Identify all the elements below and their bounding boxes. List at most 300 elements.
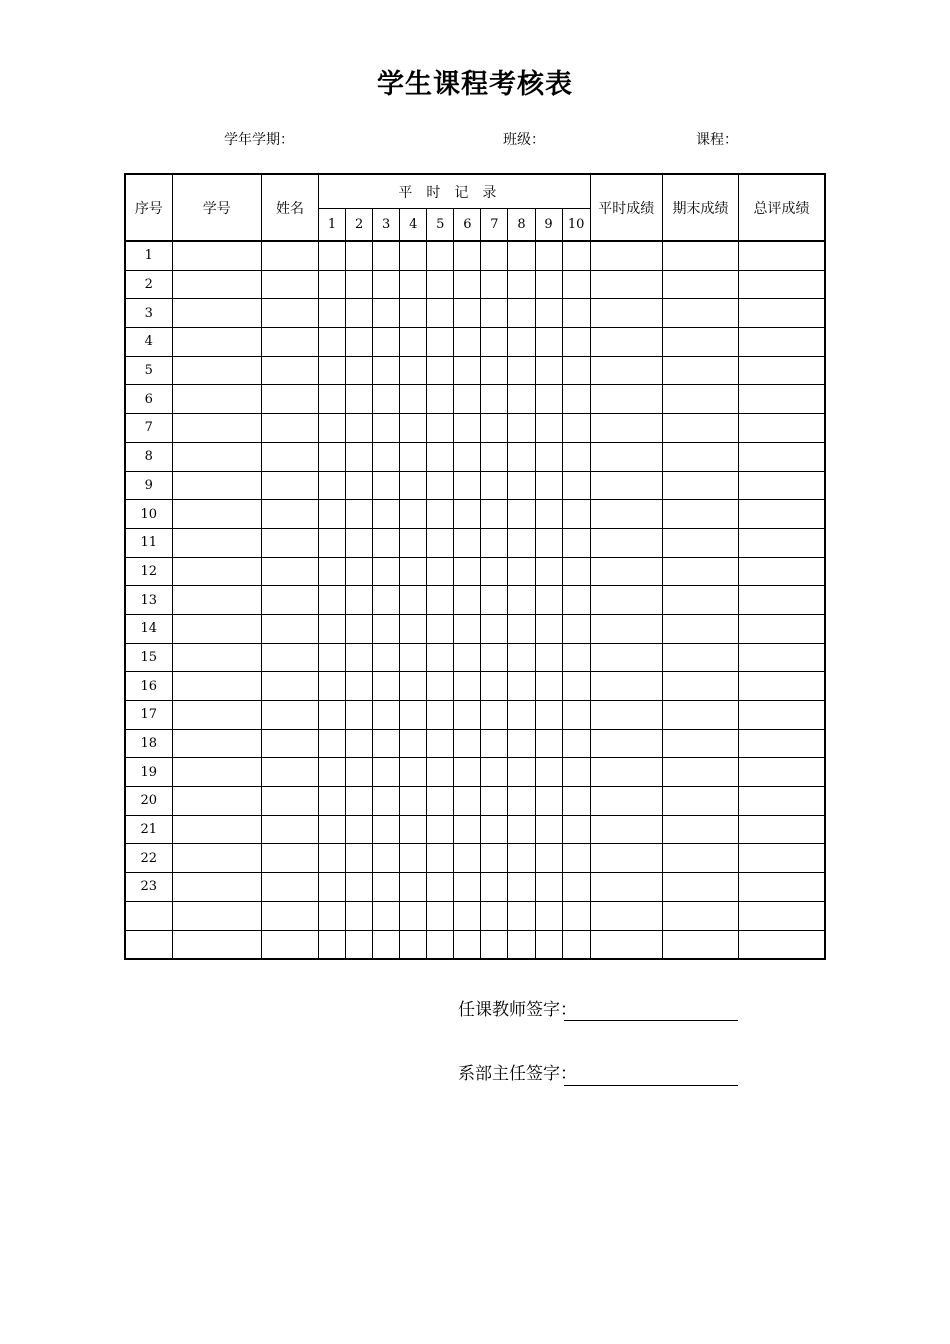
table-cell[interactable]: [662, 385, 738, 414]
table-cell[interactable]: [261, 643, 318, 672]
table-cell[interactable]: [261, 701, 318, 730]
table-cell[interactable]: [172, 787, 261, 816]
table-cell[interactable]: [508, 528, 535, 557]
table-cell[interactable]: [662, 500, 738, 529]
table-cell[interactable]: [662, 471, 738, 500]
table-cell[interactable]: [319, 270, 346, 299]
table-cell[interactable]: [481, 586, 508, 615]
table-cell[interactable]: [172, 873, 261, 902]
table-cell[interactable]: [662, 414, 738, 443]
table-cell[interactable]: [454, 270, 481, 299]
table-cell[interactable]: [590, 557, 662, 586]
table-cell[interactable]: [590, 901, 662, 930]
teacher-signature-field[interactable]: [564, 1020, 738, 1021]
table-cell[interactable]: [590, 729, 662, 758]
table-cell[interactable]: [481, 414, 508, 443]
table-cell[interactable]: [662, 701, 738, 730]
table-cell[interactable]: [261, 500, 318, 529]
table-cell[interactable]: [400, 844, 427, 873]
table-cell[interactable]: [662, 614, 738, 643]
table-cell[interactable]: [508, 586, 535, 615]
table-cell[interactable]: [319, 672, 346, 701]
table-cell[interactable]: [535, 557, 562, 586]
table-cell[interactable]: [427, 385, 454, 414]
table-cell[interactable]: [346, 729, 373, 758]
table-cell[interactable]: [739, 643, 825, 672]
table-cell[interactable]: [346, 873, 373, 902]
table-cell[interactable]: [172, 758, 261, 787]
table-cell[interactable]: [662, 844, 738, 873]
table-cell[interactable]: [454, 299, 481, 328]
table-cell[interactable]: [373, 385, 400, 414]
table-cell[interactable]: [562, 672, 590, 701]
table-cell[interactable]: [427, 672, 454, 701]
table-cell[interactable]: [590, 385, 662, 414]
table-cell[interactable]: [562, 930, 590, 959]
table-cell[interactable]: [535, 471, 562, 500]
table-cell[interactable]: [373, 930, 400, 959]
table-cell[interactable]: [373, 586, 400, 615]
table-cell[interactable]: [373, 528, 400, 557]
table-cell[interactable]: [535, 701, 562, 730]
table-cell[interactable]: [373, 328, 400, 357]
table-cell[interactable]: [319, 873, 346, 902]
table-cell[interactable]: [172, 471, 261, 500]
table-cell[interactable]: [373, 356, 400, 385]
table-cell[interactable]: [400, 873, 427, 902]
table-cell[interactable]: [590, 758, 662, 787]
table-cell[interactable]: [319, 901, 346, 930]
table-cell[interactable]: [481, 614, 508, 643]
table-cell[interactable]: [562, 643, 590, 672]
table-cell[interactable]: [346, 328, 373, 357]
table-cell[interactable]: [172, 270, 261, 299]
table-cell[interactable]: [739, 299, 825, 328]
table-cell[interactable]: [508, 557, 535, 586]
table-cell[interactable]: [373, 672, 400, 701]
table-cell[interactable]: [373, 241, 400, 270]
table-cell[interactable]: [739, 614, 825, 643]
dept-head-signature-field[interactable]: [564, 1085, 738, 1086]
table-cell[interactable]: [319, 844, 346, 873]
table-cell[interactable]: [535, 442, 562, 471]
table-cell[interactable]: [590, 614, 662, 643]
table-cell[interactable]: [346, 442, 373, 471]
table-cell[interactable]: [590, 356, 662, 385]
table-cell[interactable]: [562, 500, 590, 529]
table-cell[interactable]: [739, 328, 825, 357]
table-cell[interactable]: [590, 442, 662, 471]
table-cell[interactable]: [400, 328, 427, 357]
table-cell[interactable]: [346, 586, 373, 615]
table-cell[interactable]: [562, 528, 590, 557]
table-cell[interactable]: [427, 701, 454, 730]
table-cell[interactable]: [400, 385, 427, 414]
table-cell[interactable]: [739, 557, 825, 586]
table-cell[interactable]: [590, 528, 662, 557]
table-cell[interactable]: [172, 299, 261, 328]
table-cell[interactable]: [454, 930, 481, 959]
table-cell[interactable]: [427, 471, 454, 500]
table-cell[interactable]: [590, 815, 662, 844]
table-cell[interactable]: [481, 385, 508, 414]
table-cell[interactable]: [346, 528, 373, 557]
table-cell[interactable]: [662, 930, 738, 959]
table-cell[interactable]: [739, 385, 825, 414]
table-cell[interactable]: [739, 844, 825, 873]
table-cell[interactable]: [319, 614, 346, 643]
table-cell[interactable]: [346, 930, 373, 959]
table-cell[interactable]: [535, 270, 562, 299]
table-cell[interactable]: [481, 442, 508, 471]
table-cell[interactable]: [172, 930, 261, 959]
table-cell[interactable]: [562, 729, 590, 758]
table-cell[interactable]: [739, 528, 825, 557]
table-cell[interactable]: [535, 787, 562, 816]
table-cell[interactable]: [373, 471, 400, 500]
table-cell[interactable]: [454, 643, 481, 672]
table-cell[interactable]: [346, 299, 373, 328]
table-cell[interactable]: [562, 614, 590, 643]
table-cell[interactable]: [739, 241, 825, 270]
table-cell[interactable]: [481, 901, 508, 930]
table-cell[interactable]: [739, 873, 825, 902]
table-cell[interactable]: [427, 586, 454, 615]
table-cell[interactable]: [562, 873, 590, 902]
table-cell[interactable]: [172, 729, 261, 758]
table-cell[interactable]: [261, 414, 318, 443]
table-cell[interactable]: [508, 930, 535, 959]
table-cell[interactable]: [261, 557, 318, 586]
table-cell[interactable]: [590, 270, 662, 299]
table-cell[interactable]: [535, 930, 562, 959]
table-cell[interactable]: [373, 701, 400, 730]
table-cell[interactable]: [662, 672, 738, 701]
table-cell[interactable]: [739, 901, 825, 930]
table-cell[interactable]: [590, 500, 662, 529]
table-cell[interactable]: [400, 528, 427, 557]
table-cell[interactable]: [535, 241, 562, 270]
table-cell[interactable]: [427, 758, 454, 787]
table-cell[interactable]: [562, 758, 590, 787]
table-cell[interactable]: [400, 701, 427, 730]
table-cell[interactable]: [427, 414, 454, 443]
table-cell[interactable]: [454, 471, 481, 500]
table-cell[interactable]: [481, 528, 508, 557]
table-cell[interactable]: [346, 270, 373, 299]
table-cell[interactable]: [373, 270, 400, 299]
table-cell[interactable]: [427, 614, 454, 643]
table-cell[interactable]: [454, 614, 481, 643]
table-cell[interactable]: [562, 299, 590, 328]
table-cell[interactable]: [319, 586, 346, 615]
table-cell[interactable]: [481, 701, 508, 730]
table-cell[interactable]: [662, 729, 738, 758]
table-cell[interactable]: [590, 873, 662, 902]
table-cell[interactable]: [739, 270, 825, 299]
table-cell[interactable]: [172, 241, 261, 270]
table-cell[interactable]: [590, 586, 662, 615]
table-cell[interactable]: [172, 844, 261, 873]
table-cell[interactable]: [562, 701, 590, 730]
table-cell[interactable]: [400, 414, 427, 443]
table-cell[interactable]: [662, 442, 738, 471]
table-cell[interactable]: [373, 844, 400, 873]
table-cell[interactable]: [427, 557, 454, 586]
table-cell[interactable]: [535, 873, 562, 902]
table-cell[interactable]: [562, 815, 590, 844]
table-cell[interactable]: [427, 815, 454, 844]
table-cell[interactable]: [739, 787, 825, 816]
table-cell[interactable]: [739, 815, 825, 844]
table-cell[interactable]: [481, 471, 508, 500]
table-cell[interactable]: [346, 385, 373, 414]
table-cell[interactable]: [319, 758, 346, 787]
table-cell[interactable]: [172, 442, 261, 471]
table-cell[interactable]: [319, 356, 346, 385]
table-cell[interactable]: [662, 815, 738, 844]
table-cell[interactable]: [739, 356, 825, 385]
table-cell[interactable]: [454, 442, 481, 471]
table-cell[interactable]: [662, 643, 738, 672]
table-cell[interactable]: [373, 442, 400, 471]
table-cell[interactable]: [427, 299, 454, 328]
table-cell[interactable]: [508, 471, 535, 500]
table-cell[interactable]: [739, 701, 825, 730]
table-cell[interactable]: [427, 528, 454, 557]
table-cell[interactable]: [427, 356, 454, 385]
table-cell[interactable]: [739, 442, 825, 471]
table-cell[interactable]: [373, 414, 400, 443]
table-cell[interactable]: [319, 414, 346, 443]
table-cell[interactable]: [454, 557, 481, 586]
table-cell[interactable]: [662, 528, 738, 557]
table-cell[interactable]: [590, 328, 662, 357]
table-cell[interactable]: [590, 471, 662, 500]
table-cell[interactable]: [739, 930, 825, 959]
table-cell[interactable]: [346, 787, 373, 816]
table-cell[interactable]: [172, 414, 261, 443]
table-cell[interactable]: [535, 901, 562, 930]
table-cell[interactable]: [508, 414, 535, 443]
table-cell[interactable]: [508, 643, 535, 672]
table-cell[interactable]: [319, 500, 346, 529]
table-cell[interactable]: [261, 471, 318, 500]
table-cell[interactable]: [261, 787, 318, 816]
table-cell[interactable]: [535, 385, 562, 414]
table-cell[interactable]: [562, 442, 590, 471]
table-cell[interactable]: [400, 758, 427, 787]
table-cell[interactable]: [454, 701, 481, 730]
table-cell[interactable]: [427, 901, 454, 930]
table-cell[interactable]: [739, 414, 825, 443]
table-cell[interactable]: [481, 758, 508, 787]
table-cell[interactable]: [481, 873, 508, 902]
table-cell[interactable]: [261, 729, 318, 758]
table-cell[interactable]: [346, 758, 373, 787]
table-cell[interactable]: [454, 901, 481, 930]
table-cell[interactable]: [261, 385, 318, 414]
table-cell[interactable]: [662, 356, 738, 385]
table-cell[interactable]: [590, 414, 662, 443]
table-cell[interactable]: [400, 299, 427, 328]
table-cell[interactable]: [373, 758, 400, 787]
table-cell[interactable]: [535, 758, 562, 787]
table-cell[interactable]: [535, 729, 562, 758]
table-cell[interactable]: [535, 586, 562, 615]
table-cell[interactable]: [662, 328, 738, 357]
table-cell[interactable]: [400, 815, 427, 844]
table-cell[interactable]: [454, 815, 481, 844]
table-cell[interactable]: [319, 241, 346, 270]
table-cell[interactable]: [739, 471, 825, 500]
table-cell[interactable]: [562, 901, 590, 930]
table-cell[interactable]: [172, 557, 261, 586]
table-cell[interactable]: [373, 901, 400, 930]
table-cell[interactable]: [261, 815, 318, 844]
table-cell[interactable]: [454, 729, 481, 758]
table-cell[interactable]: [508, 385, 535, 414]
table-cell[interactable]: [535, 500, 562, 529]
table-cell[interactable]: [400, 930, 427, 959]
table-cell[interactable]: [508, 442, 535, 471]
table-cell[interactable]: [261, 270, 318, 299]
table-cell[interactable]: [346, 701, 373, 730]
table-cell[interactable]: [481, 815, 508, 844]
table-cell[interactable]: [481, 729, 508, 758]
table-cell[interactable]: [172, 643, 261, 672]
table-cell[interactable]: [454, 500, 481, 529]
table-cell[interactable]: [319, 643, 346, 672]
table-cell[interactable]: [454, 328, 481, 357]
table-cell[interactable]: [535, 328, 562, 357]
table-cell[interactable]: [172, 385, 261, 414]
table-cell[interactable]: [508, 241, 535, 270]
table-cell[interactable]: [319, 471, 346, 500]
table-cell[interactable]: [172, 701, 261, 730]
table-cell[interactable]: [400, 787, 427, 816]
table-cell[interactable]: [662, 586, 738, 615]
table-cell[interactable]: [346, 672, 373, 701]
table-cell[interactable]: [535, 672, 562, 701]
table-cell[interactable]: [400, 270, 427, 299]
table-cell[interactable]: [400, 557, 427, 586]
table-cell[interactable]: [590, 643, 662, 672]
table-cell[interactable]: [319, 299, 346, 328]
table-cell[interactable]: [400, 729, 427, 758]
table-cell[interactable]: [400, 901, 427, 930]
table-cell[interactable]: [535, 299, 562, 328]
table-cell[interactable]: [454, 758, 481, 787]
table-cell[interactable]: [346, 356, 373, 385]
table-cell[interactable]: [400, 586, 427, 615]
table-cell[interactable]: [508, 844, 535, 873]
table-cell[interactable]: [400, 643, 427, 672]
table-cell[interactable]: [454, 241, 481, 270]
table-cell[interactable]: [662, 787, 738, 816]
table-cell[interactable]: [346, 471, 373, 500]
table-cell[interactable]: [319, 729, 346, 758]
table-cell[interactable]: [346, 557, 373, 586]
table-cell[interactable]: [427, 729, 454, 758]
table-cell[interactable]: [454, 528, 481, 557]
table-cell[interactable]: [508, 328, 535, 357]
table-cell[interactable]: [662, 557, 738, 586]
table-cell[interactable]: [454, 356, 481, 385]
table-cell[interactable]: [508, 500, 535, 529]
table-cell[interactable]: [562, 586, 590, 615]
table-cell[interactable]: [261, 528, 318, 557]
table-cell[interactable]: [261, 241, 318, 270]
table-cell[interactable]: [400, 356, 427, 385]
table-cell[interactable]: [590, 672, 662, 701]
table-cell[interactable]: [508, 758, 535, 787]
table-cell[interactable]: [427, 643, 454, 672]
table-cell[interactable]: [319, 328, 346, 357]
table-cell[interactable]: [346, 844, 373, 873]
table-cell[interactable]: [261, 328, 318, 357]
table-cell[interactable]: [562, 328, 590, 357]
table-cell[interactable]: [508, 672, 535, 701]
table-cell[interactable]: [662, 901, 738, 930]
table-cell[interactable]: [172, 672, 261, 701]
table-cell[interactable]: [562, 787, 590, 816]
table-cell[interactable]: [590, 299, 662, 328]
table-cell[interactable]: [562, 385, 590, 414]
table-cell[interactable]: [346, 241, 373, 270]
table-cell[interactable]: [373, 643, 400, 672]
table-cell[interactable]: [481, 328, 508, 357]
table-cell[interactable]: [261, 614, 318, 643]
table-cell[interactable]: [319, 385, 346, 414]
table-cell[interactable]: [481, 787, 508, 816]
table-cell[interactable]: [662, 241, 738, 270]
table-cell[interactable]: [662, 873, 738, 902]
table-cell[interactable]: [739, 586, 825, 615]
table-cell[interactable]: [427, 328, 454, 357]
table-cell[interactable]: [319, 787, 346, 816]
table-cell[interactable]: [346, 614, 373, 643]
table-cell[interactable]: [590, 701, 662, 730]
table-cell[interactable]: [508, 901, 535, 930]
table-cell[interactable]: [346, 815, 373, 844]
table-cell[interactable]: [319, 930, 346, 959]
table-cell[interactable]: [508, 787, 535, 816]
table-cell[interactable]: [590, 241, 662, 270]
table-cell[interactable]: [562, 844, 590, 873]
table-cell[interactable]: [739, 758, 825, 787]
table-cell[interactable]: [427, 930, 454, 959]
table-cell[interactable]: [400, 672, 427, 701]
table-cell[interactable]: [319, 528, 346, 557]
table-cell[interactable]: [508, 873, 535, 902]
table-cell[interactable]: [172, 815, 261, 844]
table-cell[interactable]: [261, 901, 318, 930]
table-cell[interactable]: [346, 643, 373, 672]
table-cell[interactable]: [454, 385, 481, 414]
table-cell[interactable]: [454, 873, 481, 902]
table-cell[interactable]: [562, 241, 590, 270]
table-cell[interactable]: [454, 586, 481, 615]
table-cell[interactable]: [427, 500, 454, 529]
table-cell[interactable]: [562, 557, 590, 586]
table-cell[interactable]: [346, 500, 373, 529]
table-cell[interactable]: [172, 528, 261, 557]
table-cell[interactable]: [373, 787, 400, 816]
table-cell[interactable]: [481, 500, 508, 529]
table-cell[interactable]: [739, 500, 825, 529]
table-cell[interactable]: [172, 356, 261, 385]
